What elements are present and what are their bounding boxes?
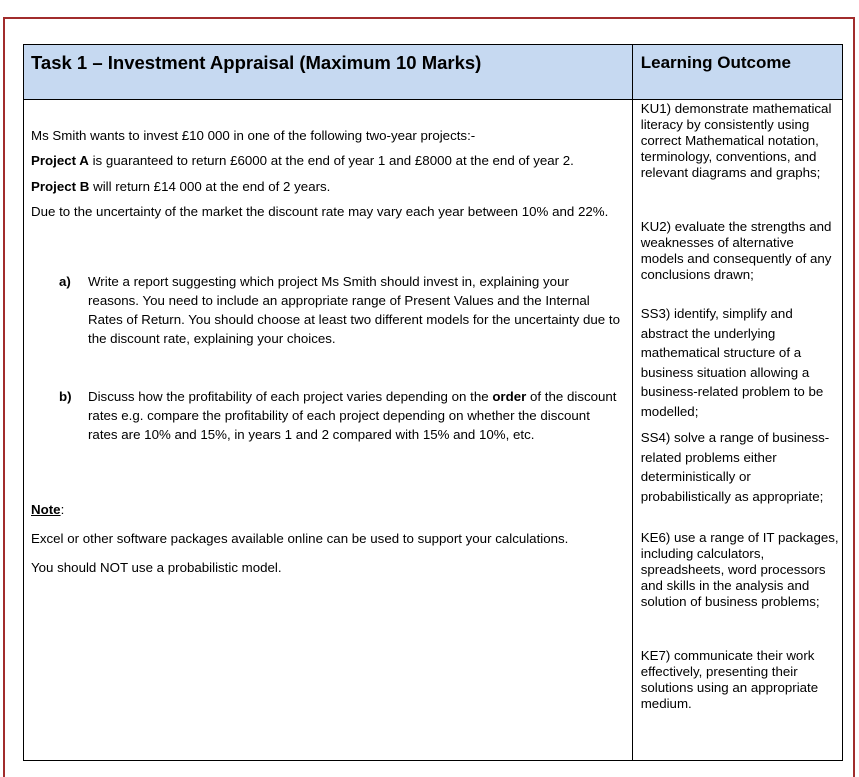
project-a-label: Project A xyxy=(31,153,89,168)
note-colon: : xyxy=(60,502,65,517)
intro-text: Ms Smith wants to invest £10 000 in one of the following two-year projects:- xyxy=(31,128,476,143)
table-body-row xyxy=(24,100,843,761)
table-header-row xyxy=(24,45,843,100)
uncertainty-text: Due to the uncertainty of the market the discount rate may vary each year between 10% and 22%. xyxy=(31,204,609,219)
part-b-label: b) xyxy=(59,389,72,404)
part-b-text-start: Discuss how the profitability of each project varies depending on the xyxy=(88,389,493,404)
learning-outcomes-cell xyxy=(632,100,842,761)
outcome-ss4: SS4) solve a range of business-related problems either deterministically or probabilistically as appropriate; xyxy=(640,430,830,504)
note-line-1: Excel or other software packages available online can be used to support your calculations. xyxy=(31,531,569,546)
task-description-cell xyxy=(24,100,633,761)
project-b-line xyxy=(31,179,330,195)
note-label: Note xyxy=(31,502,61,517)
outcome-ku1: KU1) demonstrate mathematical literacy by consistently using correct Mathematical notation, terminology, conventions, and relevant diagrams and graphs; xyxy=(640,101,832,180)
part-b-bold-word: order xyxy=(492,389,527,404)
outcome-ku2: KU2) evaluate the strengths and weaknesses of alternative models and consequently of any conclusions drawn; xyxy=(640,219,832,282)
note-heading xyxy=(31,502,64,518)
part-b-text-end: of the discount rates e.g. compare the profitability of each project depending on whether the discount rates are 10% and 15%, in years 1 and 2 compared with 15% and 10%, etc. xyxy=(88,389,617,442)
learning-outcome-heading: Learning Outcome xyxy=(632,45,842,100)
project-b-text: will return £14 000 at the end of 2 years. xyxy=(89,179,331,194)
note-line-2: You should NOT use a probabilistic model. xyxy=(31,560,282,575)
outcome-ke7: KE7) communicate their work effectively, presenting their solutions using an appropriate medium. xyxy=(640,648,819,711)
project-a-line xyxy=(31,153,574,169)
task-table xyxy=(23,44,843,761)
part-a-text: Write a report suggesting which project Ms Smith should invest in, explaining your reasons. You need to include an appropriate range of Present Values and the Internal Rates of Return. You should choose at least two different models for the uncertainty due to the discount rate, explaining your choices. xyxy=(88,274,620,346)
task-title: Task 1 – Investment Appraisal (Maximum 10 Marks) xyxy=(24,45,633,100)
part-a-label: a) xyxy=(59,274,71,289)
project-a-text: is guaranteed to return £6000 at the end of year 1 and £8000 at the end of year 2. xyxy=(88,153,574,168)
part-b-text xyxy=(88,387,623,444)
project-b-label: Project B xyxy=(31,179,90,194)
outcome-ke6: KE6) use a range of IT packages, including calculators, spreadsheets, word processors and skills in the analysis and solution of business problems; xyxy=(640,530,839,609)
outcome-ss3: SS3) identify, simplify and abstract the underlying mathematical structure of a business situation allowing a business-related problem to be modelled; xyxy=(640,306,824,419)
